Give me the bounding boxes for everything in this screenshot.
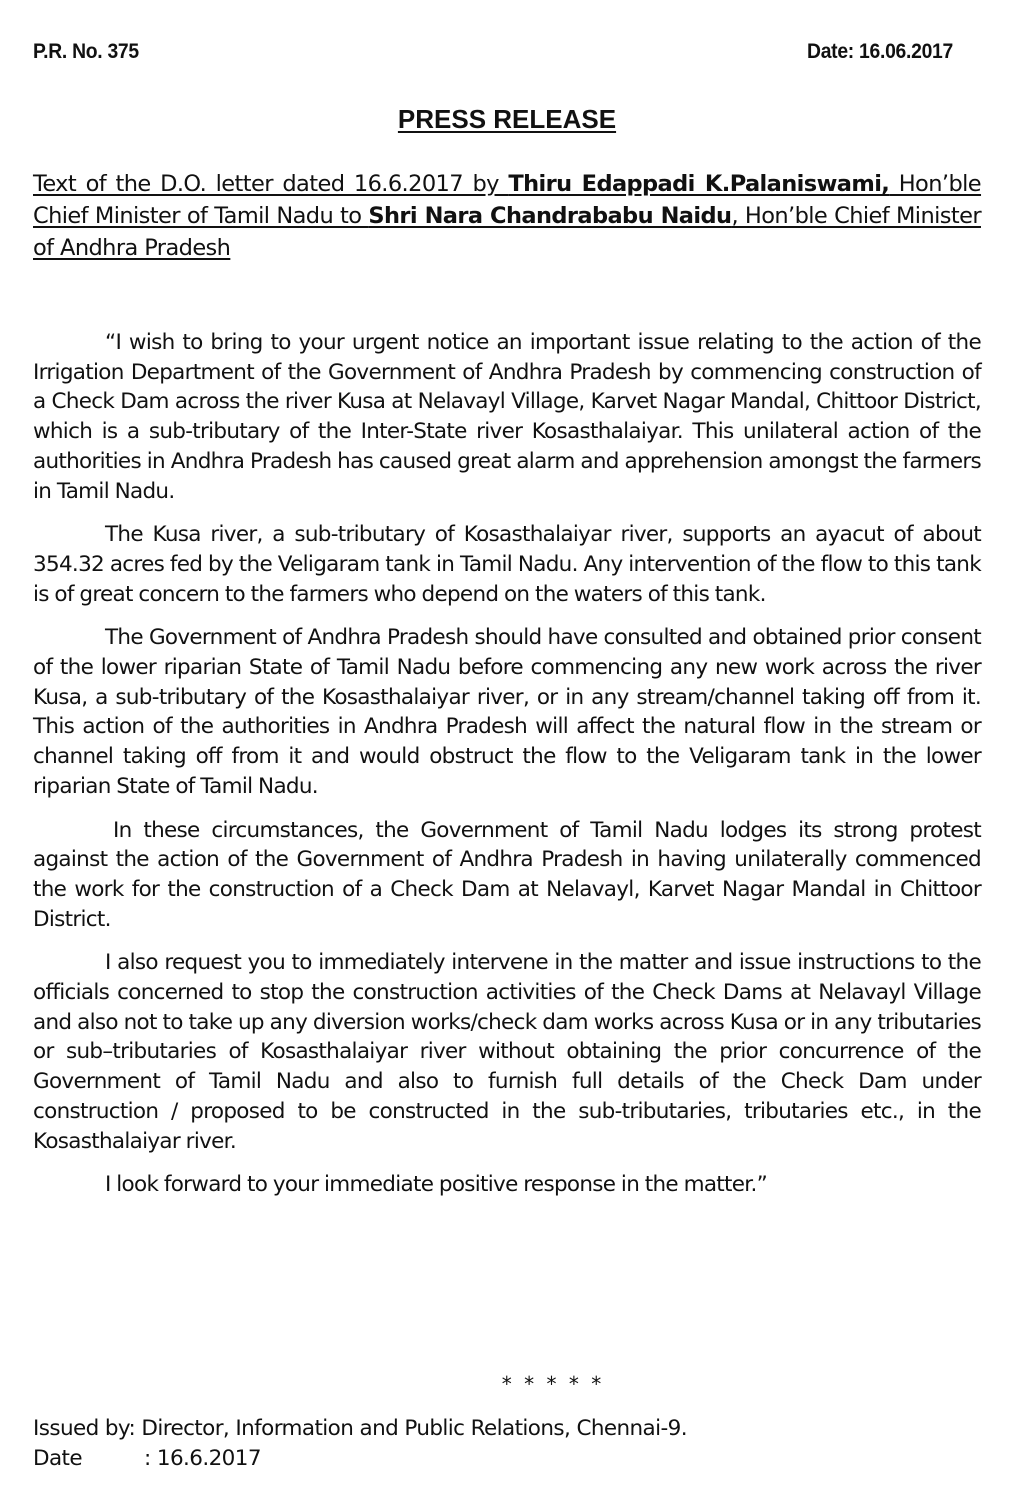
footer-date-row — [33, 1444, 687, 1474]
recipient-role: , Hon’ble Chief Minister of Andhra Pradesh — [33, 203, 981, 261]
footer-date-value: : 16.6.2017 — [144, 1446, 261, 1471]
paragraph-1: “I wish to bring to your urgent notice an important issue relating to the action of the Irrigation Department of the Government of Andhra Pradesh by commencing construction of a Check Dam across the river Kusa at Nelavayl Village, Karvet Nagar Mandal, Chittoor District, which is a sub-tributary of the Inter-State river Kosasthalaiyar. This unilateral action of the authorities in Andhra Pradesh has caused great alarm and apprehension amongst the farmers in Tamil Nadu. — [33, 330, 981, 504]
sender-role: Hon’ble Chief Minister of Tamil Nadu to — [33, 171, 982, 229]
paragraph-2: The Kusa river, a sub-tributary of Kosasthalaiyar river, supports an ayacut of about 354.32 acres fed by the Veligaram tank in Tamil Nadu. Any intervention of the flow to this tank is of great concern to the farmers who depend on the waters of this tank. — [33, 522, 981, 607]
paragraph-4: In these circumstances, the Government of Tamil Nadu lodges its strong protest against the action of the Government of Andhra Pradesh in having unilaterally commenced the work for the construction of a Check Dam at Nelavayl, Karvet Nagar Mandal in Chittoor District. — [33, 817, 981, 932]
paragraph-6: I look forward to your immediate positive response in the matter.” — [105, 1172, 768, 1198]
section-separator: * * * * * — [501, 1372, 605, 1396]
paragraph-5: I also request you to immediately intervene in the matter and issue instructions to the officials concerned to stop the construction activities of the Check Dams at Nelavayl Village and also not to take up any diversion works/check dam works across Kusa or in any tributaries or sub–tributaries of Kosasthalaiyar river without obtaining the prior concurrence of the Government of Tamil Nadu and also to furnish full details of the Check Dam under construction / proposed to be constructed in the sub-tributaries, tributaries etc., in the Kosasthalaiyar river. — [33, 950, 981, 1154]
pr-number: P.R. No. 375 — [33, 40, 139, 63]
sender-name: Thiru Edappadi K.Palaniswami, — [508, 171, 890, 197]
page-title: PRESS RELEASE — [397, 104, 617, 134]
paragraph-3: The Government of Andhra Pradesh should have consulted and obtained prior consent of the lower riparian State of Tamil Nadu before commencing any new work across the river Kusa, a sub-tributary of the Kosasthalaiyar river, or in any stream/channel taking off from it. This action of the authorities in Andhra Pradesh will affect the natural flow in the stream or channel taking off from it and would obstruct the flow to the Veligaram tank in the lower riparian State of Tamil Nadu. — [33, 625, 981, 799]
issued-by-footer — [33, 1414, 687, 1474]
letter-intro — [33, 168, 981, 264]
intro-prefix: Text of the D.O. letter dated 16.6.2017 by — [33, 171, 509, 197]
letter-body — [33, 328, 981, 1214]
issued-by: Issued by: Director, Information and Public Relations, Chennai-9. — [33, 1416, 687, 1441]
footer-date-label: Date — [33, 1446, 82, 1471]
recipient-name: Shri Nara Chandrababu Naidu — [368, 203, 732, 229]
document-header — [33, 40, 953, 64]
release-date: Date: 16.06.2017 — [807, 40, 953, 63]
